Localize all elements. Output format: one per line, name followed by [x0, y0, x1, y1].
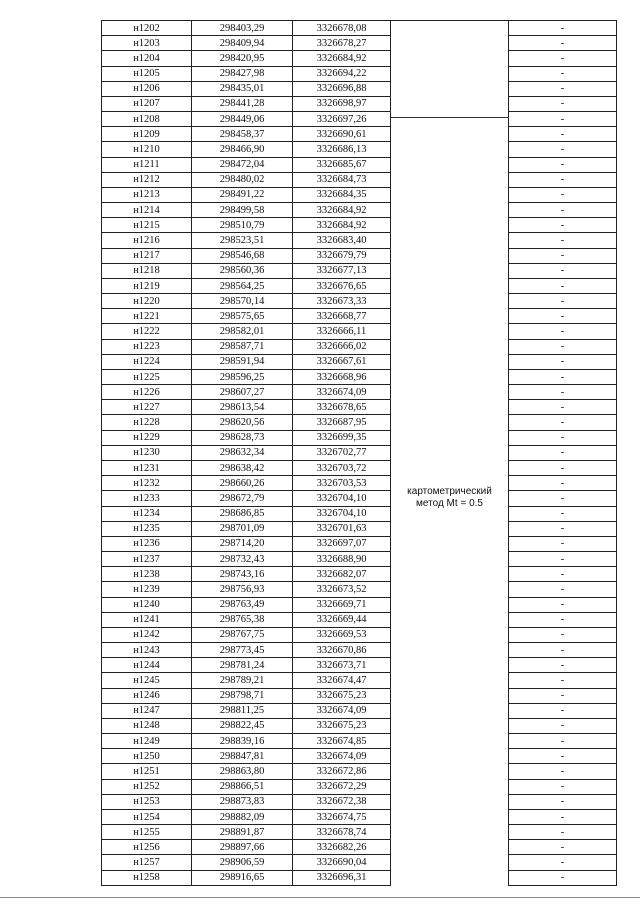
y-coordinate-cell: 3326703,72 [293, 460, 391, 475]
y-coordinate-cell: 3326684,73 [293, 172, 391, 187]
point-id-cell: н1223 [102, 339, 192, 354]
y-coordinate-cell: 3326683,40 [293, 233, 391, 248]
point-id-cell: н1218 [102, 263, 192, 278]
accuracy-mark-cell: - [509, 385, 617, 400]
table-row [102, 703, 617, 718]
x-coordinate-cell: 298523,51 [192, 233, 293, 248]
accuracy-mark-cell: - [509, 567, 617, 582]
accuracy-mark-cell: - [509, 749, 617, 764]
accuracy-mark-cell: - [509, 779, 617, 794]
point-id-cell: н1227 [102, 400, 192, 415]
table-row [102, 597, 617, 612]
x-coordinate-cell: 298763,49 [192, 597, 293, 612]
y-coordinate-cell: 3326673,52 [293, 582, 391, 597]
table-row [102, 96, 617, 111]
table-row [102, 627, 617, 642]
point-id-cell: н1236 [102, 536, 192, 551]
accuracy-mark-cell: - [509, 203, 617, 218]
y-coordinate-cell: 3326669,44 [293, 612, 391, 627]
accuracy-mark-cell: - [509, 825, 617, 840]
accuracy-mark-cell: - [509, 506, 617, 521]
accuracy-mark-cell: - [509, 794, 617, 809]
x-coordinate-cell: 298891,87 [192, 825, 293, 840]
table-row [102, 521, 617, 536]
accuracy-mark-cell: - [509, 218, 617, 233]
x-coordinate-cell: 298564,25 [192, 278, 293, 293]
point-id-cell: н1224 [102, 354, 192, 369]
accuracy-mark-cell: - [509, 703, 617, 718]
accuracy-mark-cell: - [509, 96, 617, 111]
accuracy-mark-cell: - [509, 536, 617, 551]
table-row [102, 36, 617, 51]
x-coordinate-cell: 298435,01 [192, 81, 293, 96]
accuracy-mark-cell: - [509, 278, 617, 293]
y-coordinate-cell: 3326698,97 [293, 96, 391, 111]
accuracy-mark-cell: - [509, 582, 617, 597]
x-coordinate-cell: 298822,45 [192, 718, 293, 733]
y-coordinate-cell: 3326684,92 [293, 218, 391, 233]
x-coordinate-cell: 298613,54 [192, 400, 293, 415]
y-coordinate-cell: 3326668,77 [293, 309, 391, 324]
point-id-cell: н1250 [102, 749, 192, 764]
x-coordinate-cell: 298732,43 [192, 552, 293, 567]
point-id-cell: н1243 [102, 643, 192, 658]
point-id-cell: н1241 [102, 612, 192, 627]
table-row [102, 66, 617, 81]
table-row [102, 718, 617, 733]
x-coordinate-cell: 298897,66 [192, 840, 293, 855]
x-coordinate-cell: 298607,27 [192, 385, 293, 400]
accuracy-mark-cell: - [509, 248, 617, 263]
x-coordinate-cell: 298811,25 [192, 703, 293, 718]
x-coordinate-cell: 298765,38 [192, 612, 293, 627]
point-id-cell: н1255 [102, 825, 192, 840]
y-coordinate-cell: 3326696,31 [293, 870, 391, 885]
point-id-cell: н1215 [102, 218, 192, 233]
x-coordinate-cell: 298441,28 [192, 96, 293, 111]
table-row [102, 825, 617, 840]
accuracy-mark-cell: - [509, 460, 617, 475]
table-row [102, 278, 617, 293]
x-coordinate-cell: 298906,59 [192, 855, 293, 870]
x-coordinate-cell: 298510,79 [192, 218, 293, 233]
y-coordinate-cell: 3326676,65 [293, 278, 391, 293]
point-id-cell: н1222 [102, 324, 192, 339]
x-coordinate-cell: 298660,26 [192, 476, 293, 491]
point-id-cell: н1228 [102, 415, 192, 430]
point-id-cell: н1221 [102, 309, 192, 324]
table-row [102, 794, 617, 809]
x-coordinate-cell: 298866,51 [192, 779, 293, 794]
point-id-cell: н1216 [102, 233, 192, 248]
x-coordinate-cell: 298560,36 [192, 263, 293, 278]
table-row [102, 339, 617, 354]
method-divider-line [391, 117, 509, 118]
x-coordinate-cell: 298570,14 [192, 294, 293, 309]
x-coordinate-cell: 298632,34 [192, 445, 293, 460]
accuracy-mark-cell: - [509, 658, 617, 673]
y-coordinate-cell: 3326678,08 [293, 21, 391, 36]
y-coordinate-cell: 3326703,53 [293, 476, 391, 491]
point-id-cell: н1240 [102, 597, 192, 612]
accuracy-mark-cell: - [509, 400, 617, 415]
table-row [102, 187, 617, 202]
point-id-cell: н1206 [102, 81, 192, 96]
x-coordinate-cell: 298873,83 [192, 794, 293, 809]
coordinates-table [101, 20, 617, 886]
point-id-cell: н1230 [102, 445, 192, 460]
y-coordinate-cell: 3326696,88 [293, 81, 391, 96]
accuracy-mark-cell: - [509, 673, 617, 688]
x-coordinate-cell: 298427,98 [192, 66, 293, 81]
x-coordinate-cell: 298756,93 [192, 582, 293, 597]
y-coordinate-cell: 3326686,13 [293, 142, 391, 157]
point-id-cell: н1203 [102, 36, 192, 51]
y-coordinate-cell: 3326678,74 [293, 825, 391, 840]
x-coordinate-cell: 298743,16 [192, 567, 293, 582]
accuracy-mark-cell: - [509, 233, 617, 248]
x-coordinate-cell: 298882,09 [192, 809, 293, 824]
accuracy-mark-cell: - [509, 491, 617, 506]
y-coordinate-cell: 3326672,86 [293, 764, 391, 779]
y-coordinate-cell: 3326684,92 [293, 203, 391, 218]
point-id-cell: н1212 [102, 172, 192, 187]
x-coordinate-cell: 298672,79 [192, 491, 293, 506]
y-coordinate-cell: 3326673,71 [293, 658, 391, 673]
point-id-cell: н1225 [102, 369, 192, 384]
x-coordinate-cell: 298403,29 [192, 21, 293, 36]
point-id-cell: н1258 [102, 870, 192, 885]
table-row [102, 855, 617, 870]
table-row [102, 658, 617, 673]
table-row [102, 157, 617, 172]
point-id-cell: н1244 [102, 658, 192, 673]
accuracy-mark-cell: - [509, 157, 617, 172]
point-id-cell: н1229 [102, 430, 192, 445]
coordinates-table-body [102, 21, 617, 886]
x-coordinate-cell: 298773,45 [192, 643, 293, 658]
x-coordinate-cell: 298686,85 [192, 506, 293, 521]
y-coordinate-cell: 3326675,23 [293, 688, 391, 703]
y-coordinate-cell: 3326697,07 [293, 536, 391, 551]
x-coordinate-cell: 298458,37 [192, 127, 293, 142]
y-coordinate-cell: 3326684,92 [293, 51, 391, 66]
y-coordinate-cell: 3326688,90 [293, 552, 391, 567]
y-coordinate-cell: 3326687,95 [293, 415, 391, 430]
y-coordinate-cell: 3326667,61 [293, 354, 391, 369]
x-coordinate-cell: 298714,20 [192, 536, 293, 551]
x-coordinate-cell: 298596,25 [192, 369, 293, 384]
y-coordinate-cell: 3326673,33 [293, 294, 391, 309]
table-row [102, 21, 617, 36]
y-coordinate-cell: 3326678,65 [293, 400, 391, 415]
table-row [102, 81, 617, 96]
accuracy-mark-cell: - [509, 21, 617, 36]
table-row [102, 552, 617, 567]
point-id-cell: н1245 [102, 673, 192, 688]
x-coordinate-cell: 298847,81 [192, 749, 293, 764]
table-row [102, 385, 617, 400]
table-row [102, 779, 617, 794]
point-id-cell: н1254 [102, 809, 192, 824]
x-coordinate-cell: 298480,02 [192, 172, 293, 187]
y-coordinate-cell: 3326699,35 [293, 430, 391, 445]
y-coordinate-cell: 3326674,85 [293, 734, 391, 749]
table-row [102, 354, 617, 369]
x-coordinate-cell: 298449,06 [192, 112, 293, 127]
point-id-cell: н1209 [102, 127, 192, 142]
x-coordinate-cell: 298409,94 [192, 36, 293, 51]
y-coordinate-cell: 3326685,67 [293, 157, 391, 172]
table-row [102, 673, 617, 688]
point-id-cell: н1204 [102, 51, 192, 66]
y-coordinate-cell: 3326672,38 [293, 794, 391, 809]
accuracy-mark-cell: - [509, 597, 617, 612]
accuracy-mark-cell: - [509, 764, 617, 779]
point-id-cell: н1231 [102, 460, 192, 475]
accuracy-mark-cell: - [509, 263, 617, 278]
table-row [102, 172, 617, 187]
table-row [102, 309, 617, 324]
table-row [102, 749, 617, 764]
y-coordinate-cell: 3326682,26 [293, 840, 391, 855]
accuracy-mark-cell: - [509, 354, 617, 369]
point-id-cell: н1211 [102, 157, 192, 172]
y-coordinate-cell: 3326684,35 [293, 187, 391, 202]
accuracy-mark-cell: - [509, 309, 617, 324]
table-row [102, 51, 617, 66]
accuracy-mark-cell: - [509, 521, 617, 536]
y-coordinate-cell: 3326669,53 [293, 627, 391, 642]
table-row [102, 536, 617, 551]
point-id-cell: н1210 [102, 142, 192, 157]
x-coordinate-cell: 298420,95 [192, 51, 293, 66]
y-coordinate-cell: 3326697,26 [293, 112, 391, 127]
point-id-cell: н1234 [102, 506, 192, 521]
accuracy-mark-cell: - [509, 718, 617, 733]
y-coordinate-cell: 3326682,07 [293, 567, 391, 582]
point-id-cell: н1239 [102, 582, 192, 597]
table-row [102, 491, 617, 506]
point-id-cell: н1232 [102, 476, 192, 491]
x-coordinate-cell: 298575,65 [192, 309, 293, 324]
table-row [102, 430, 617, 445]
x-coordinate-cell: 298499,58 [192, 203, 293, 218]
y-coordinate-cell: 3326674,75 [293, 809, 391, 824]
table-row [102, 294, 617, 309]
accuracy-mark-cell: - [509, 294, 617, 309]
table-row [102, 840, 617, 855]
y-coordinate-cell: 3326666,11 [293, 324, 391, 339]
table-row [102, 688, 617, 703]
table-row [102, 643, 617, 658]
y-coordinate-cell: 3326666,02 [293, 339, 391, 354]
point-id-cell: н1217 [102, 248, 192, 263]
table-row [102, 567, 617, 582]
point-id-cell: н1242 [102, 627, 192, 642]
y-coordinate-cell: 3326690,61 [293, 127, 391, 142]
y-coordinate-cell: 3326679,79 [293, 248, 391, 263]
table-row [102, 142, 617, 157]
accuracy-mark-cell: - [509, 172, 617, 187]
table-row [102, 460, 617, 475]
y-coordinate-cell: 3326677,13 [293, 263, 391, 278]
x-coordinate-cell: 298546,68 [192, 248, 293, 263]
point-id-cell: н1257 [102, 855, 192, 870]
table-row [102, 218, 617, 233]
table-row [102, 112, 617, 127]
x-coordinate-cell: 298916,65 [192, 870, 293, 885]
y-coordinate-cell: 3326690,04 [293, 855, 391, 870]
point-id-cell: н1226 [102, 385, 192, 400]
x-coordinate-cell: 298628,73 [192, 430, 293, 445]
table-row [102, 324, 617, 339]
y-coordinate-cell: 3326675,23 [293, 718, 391, 733]
x-coordinate-cell: 298591,94 [192, 354, 293, 369]
x-coordinate-cell: 298839,16 [192, 734, 293, 749]
point-id-cell: н1208 [102, 112, 192, 127]
table-row [102, 203, 617, 218]
table-row [102, 612, 617, 627]
accuracy-mark-cell: - [509, 142, 617, 157]
point-id-cell: н1249 [102, 734, 192, 749]
y-coordinate-cell: 3326669,71 [293, 597, 391, 612]
accuracy-mark-cell: - [509, 445, 617, 460]
point-id-cell: н1248 [102, 718, 192, 733]
y-coordinate-cell: 3326704,10 [293, 506, 391, 521]
point-id-cell: н1202 [102, 21, 192, 36]
point-id-cell: н1251 [102, 764, 192, 779]
y-coordinate-cell: 3326694,22 [293, 66, 391, 81]
table-row [102, 400, 617, 415]
accuracy-mark-cell: - [509, 643, 617, 658]
point-id-cell: н1207 [102, 96, 192, 111]
accuracy-mark-cell: - [509, 870, 617, 885]
accuracy-mark-cell: - [509, 81, 617, 96]
accuracy-mark-cell: - [509, 127, 617, 142]
y-coordinate-cell: 3326704,10 [293, 491, 391, 506]
y-coordinate-cell: 3326672,29 [293, 779, 391, 794]
x-coordinate-cell: 298701,09 [192, 521, 293, 536]
accuracy-mark-cell: - [509, 339, 617, 354]
accuracy-mark-cell: - [509, 112, 617, 127]
table-row [102, 809, 617, 824]
table-row [102, 734, 617, 749]
point-id-cell: н1235 [102, 521, 192, 536]
point-id-cell: н1233 [102, 491, 192, 506]
point-id-cell: н1220 [102, 294, 192, 309]
y-coordinate-cell: 3326674,47 [293, 673, 391, 688]
point-id-cell: н1213 [102, 187, 192, 202]
table-row [102, 415, 617, 430]
point-id-cell: н1252 [102, 779, 192, 794]
accuracy-mark-cell: - [509, 66, 617, 81]
x-coordinate-cell: 298587,71 [192, 339, 293, 354]
point-id-cell: н1205 [102, 66, 192, 81]
accuracy-mark-cell: - [509, 809, 617, 824]
table-row [102, 870, 617, 885]
accuracy-mark-cell: - [509, 688, 617, 703]
accuracy-mark-cell: - [509, 415, 617, 430]
accuracy-mark-cell: - [509, 36, 617, 51]
point-id-cell: н1253 [102, 794, 192, 809]
point-id-cell: н1246 [102, 688, 192, 703]
table-row [102, 445, 617, 460]
accuracy-mark-cell: - [509, 855, 617, 870]
accuracy-mark-cell: - [509, 51, 617, 66]
x-coordinate-cell: 298582,01 [192, 324, 293, 339]
point-id-cell: н1256 [102, 840, 192, 855]
x-coordinate-cell: 298767,75 [192, 627, 293, 642]
x-coordinate-cell: 298798,71 [192, 688, 293, 703]
point-id-cell: н1237 [102, 552, 192, 567]
y-coordinate-cell: 3326674,09 [293, 749, 391, 764]
table-row [102, 476, 617, 491]
x-coordinate-cell: 298472,04 [192, 157, 293, 172]
x-coordinate-cell: 298620,56 [192, 415, 293, 430]
x-coordinate-cell: 298781,24 [192, 658, 293, 673]
point-id-cell: н1219 [102, 278, 192, 293]
accuracy-mark-cell: - [509, 612, 617, 627]
y-coordinate-cell: 3326668,96 [293, 369, 391, 384]
table-row [102, 764, 617, 779]
point-id-cell: н1214 [102, 203, 192, 218]
accuracy-mark-cell: - [509, 627, 617, 642]
y-coordinate-cell: 3326678,27 [293, 36, 391, 51]
table-row [102, 582, 617, 597]
y-coordinate-cell: 3326674,09 [293, 385, 391, 400]
table-row [102, 506, 617, 521]
table-row [102, 248, 617, 263]
page-bottom-rule [0, 897, 640, 898]
accuracy-mark-cell: - [509, 369, 617, 384]
x-coordinate-cell: 298491,22 [192, 187, 293, 202]
x-coordinate-cell: 298863,80 [192, 764, 293, 779]
accuracy-mark-cell: - [509, 476, 617, 491]
y-coordinate-cell: 3326674,09 [293, 703, 391, 718]
y-coordinate-cell: 3326670,86 [293, 643, 391, 658]
accuracy-mark-cell: - [509, 430, 617, 445]
accuracy-mark-cell: - [509, 840, 617, 855]
x-coordinate-cell: 298466,90 [192, 142, 293, 157]
x-coordinate-cell: 298789,21 [192, 673, 293, 688]
method-cell [391, 21, 509, 886]
point-id-cell: н1238 [102, 567, 192, 582]
accuracy-mark-cell: - [509, 734, 617, 749]
y-coordinate-cell: 3326702,77 [293, 445, 391, 460]
table-row [102, 263, 617, 278]
point-id-cell: н1247 [102, 703, 192, 718]
accuracy-mark-cell: - [509, 324, 617, 339]
y-coordinate-cell: 3326701,63 [293, 521, 391, 536]
accuracy-mark-cell: - [509, 552, 617, 567]
accuracy-mark-cell: - [509, 187, 617, 202]
table-row [102, 127, 617, 142]
table-row [102, 233, 617, 248]
x-coordinate-cell: 298638,42 [192, 460, 293, 475]
table-row [102, 369, 617, 384]
method-label: картометрический метод Mt = 0.5 [407, 486, 492, 510]
